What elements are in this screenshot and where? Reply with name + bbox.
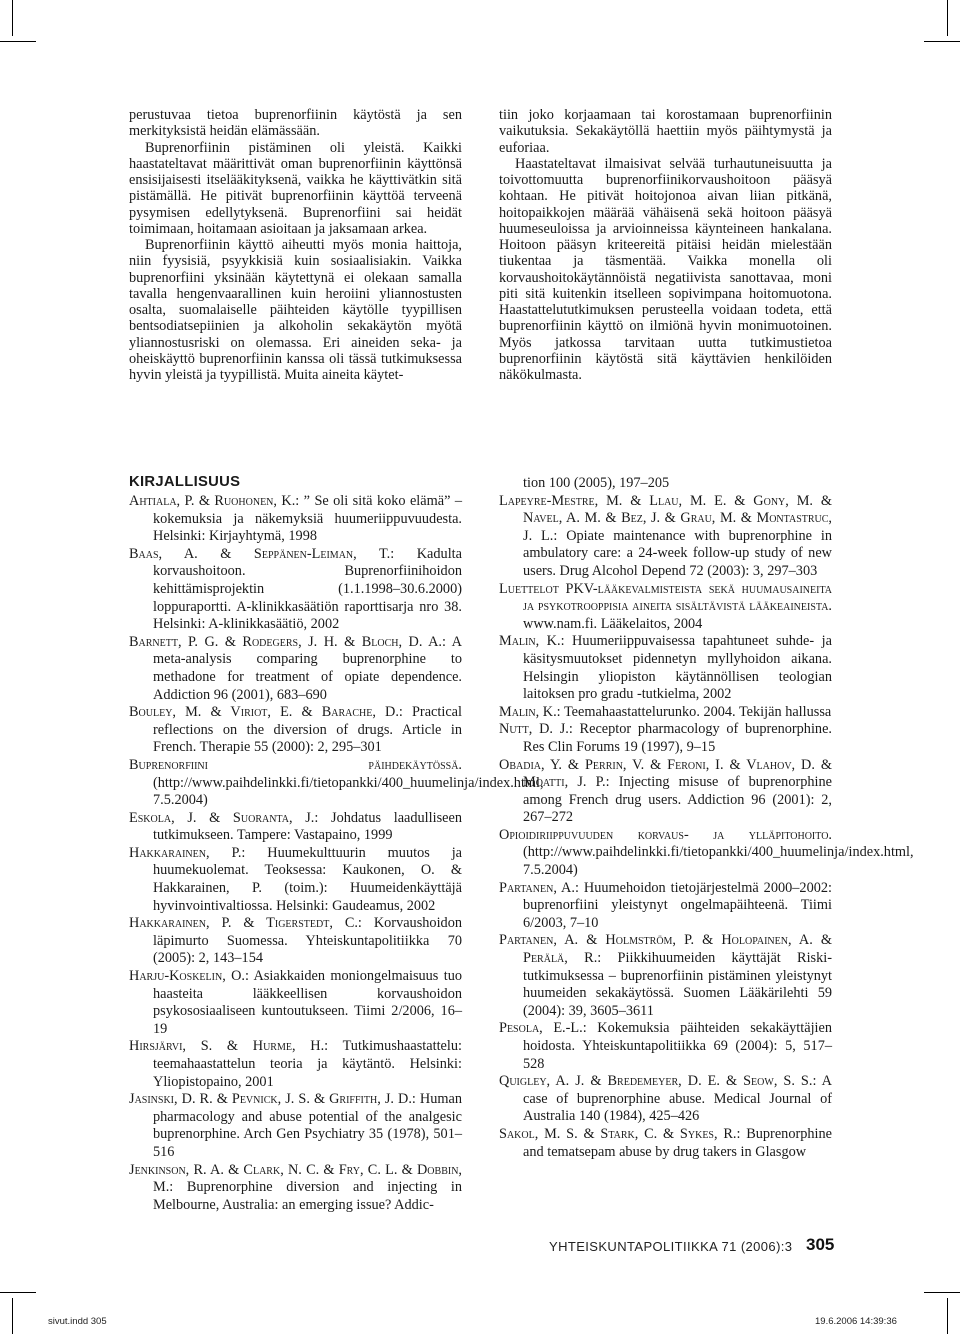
- reference-entry: [129, 845, 462, 915]
- reference-text: Practical reflections on the diversion of drugs. Article in French. Therapie 55 (2000): 2, 295–301: [153, 704, 462, 756]
- crop-mark-bottom-right-vertical: [947, 1298, 948, 1334]
- reference-entry: [499, 1126, 832, 1161]
- crop-mark-top-right-horizontal: [924, 41, 960, 42]
- body-text-right-column: [499, 107, 832, 383]
- reference-text: www.nam.fi. Lääkelaitos, 2004: [523, 615, 703, 632]
- reference-text: (http://www.paihdelinkki.fi/tietopankki/400_huumelinja/index.html, 7.5.2004): [523, 844, 914, 879]
- paragraph: Buprenorfiinin käyttö aiheutti myös monia haittoja, niin fyysisiä, psyykkisiä kuin sosiaalisiakin. Vaikka buprenorfiini yksinään käytettynä ei olekaan samalla tavalla hengenvaarallinen kuin heroiini yliannostusten osalta, suomalaiselle päihteiden käytölle tyypillisen bentsodiatsepiinien ja alkoholin sekakäytön myötä yliannostusriski on olemassa. Eri aineiden seka- ja oheiskäyttö buprenorfiinin kanssa oli tässä tutkimuksessa hyvin yleistä ja tyypillistä. Muita aineita käytet-: [129, 237, 462, 383]
- reference-authors: Quigley, A. J. & Bredemeyer, D. E. & Seow, S. S.:: [499, 1073, 817, 1090]
- reference-authors: Jasinski, D. R. & Pevnick, J. S. & Griffith, J. D.:: [129, 1091, 416, 1108]
- reference-text: Huumeriippuvaisessa tapahtuneet suhde- ja käsitysmuutokset pidennetyn myllyhoidon aikana. Helsingin yliopiston käytännöllisen teologian laitoksen pro gradu -tutkielma, 2002: [523, 633, 832, 703]
- paragraph: tiin joko korjaamaan tai korostamaan buprenorfiinin vaikutuksia. Sekakäytöllä haettiin myös päihtymystä ja euforiaa.: [499, 107, 832, 156]
- reference-text: A meta-analysis comparing buprenorphine to methadone for treatment of opiate dependence. Addiction 96 (2001), 683–690: [153, 633, 462, 703]
- reference-entry: [129, 1091, 462, 1161]
- reference-entry: [499, 826, 914, 880]
- reference-entry: [129, 493, 462, 546]
- reference-entry: [129, 915, 462, 968]
- reference-entry: [499, 932, 832, 1020]
- reference-authors: Ahtiala, P. & Ruohonen, K.:: [129, 493, 300, 509]
- reference-authors: Harju-Koskelin, O.:: [129, 968, 249, 985]
- reference-authors: Sakol, M. S. & Stark, C. & Sykes, R.:: [499, 1125, 741, 1142]
- slug-filename: sivut.indd 305: [48, 1316, 107, 1327]
- reference-text: Huumehoidon tietojärjestelmä 2000–2002: buprenorfiini yleistynyt ongelmapäihteenä. Tiimi 6/2003, 7–10: [523, 879, 832, 931]
- reference-authors: Lapeyre-Mestre, M. & Llau, M. E. & Gony, M. & Navel, A. M. & Bez, J. & Grau, M. & Montastruc, J. L.:: [499, 492, 832, 544]
- running-footer-journal: YHTEISKUNTAPOLITIIKKA 71 (2006):3: [549, 1239, 793, 1254]
- reference-authors: Luettelot PKV-lääkevalmisteista sekä huumausaineita ja psykotrooppisia aineita sisältävistä lääkeaineista.: [499, 580, 832, 615]
- crop-mark-bottom-left-vertical: [12, 1298, 13, 1334]
- reference-entry: [499, 1020, 832, 1073]
- reference-text: Teemahaastattelurunko. 2004. Tekijän hallussa: [560, 703, 832, 720]
- reference-authors: Bouley, M. & Viriot, E. & Barache, D.:: [129, 704, 403, 721]
- reference-authors: Partanen, A. & Holmström, P. & Holopainen, A. & Perälä, R.:: [499, 932, 832, 967]
- reference-authors: Baas, A. & Seppänen-Leiman, T.:: [129, 545, 395, 562]
- reference-text: A case of buprenorphine abuse. Medical Journal of Australia 140 (1984), 425–426: [523, 1073, 832, 1125]
- reference-authors: Nutt, D. J.:: [499, 721, 573, 738]
- references-right-column: [499, 475, 914, 1161]
- crop-mark-top-left-vertical: [12, 0, 13, 36]
- page-number: 305: [806, 1235, 835, 1254]
- reference-entry: [129, 810, 462, 845]
- crop-mark-bottom-right-horizontal: [924, 1292, 960, 1293]
- body-text-left-column: [129, 107, 462, 383]
- reference-text: Receptor pharmacology of buprenorphine. Res Clin Forums 19 (1997), 9–15: [523, 721, 833, 755]
- crop-mark-bottom-left-horizontal: [0, 1292, 36, 1293]
- reference-entry: [129, 634, 462, 704]
- paragraph: Buprenorfiinin pistäminen oli yleistä. Kaikki haastateltavat määrittivät oman buprenorfiinin käyttönsä ensisijaisesti itselääkityksenä, vaikka he käyttivätkin sitä pistämällä. He pitivät buprenorfiinin käyttöä terveenä pysymisen edellytyksenä. Buprenorfiini sai heidät toimimaan, hoitamaan asioitaan ja jaksamaan arkea.: [129, 139, 462, 237]
- reference-text: Buprenorphine diversion and injecting in Melbourne, Australia: an emerging issue? Addic-: [153, 1179, 462, 1213]
- reference-entry: [499, 704, 832, 722]
- reference-text: Tutkimushaastattelu: teemahaastattelun teoria ja käytäntö. Helsinki: Yliopistopaino, 2001: [153, 1038, 462, 1090]
- reference-entry: [129, 1038, 462, 1091]
- reference-text: (http://www.paihdelinkki.fi/tietopankki/400_huumelinja/index.html, 7.5.2004): [153, 774, 544, 809]
- reference-entry: [129, 704, 462, 757]
- references-list-right: [499, 475, 914, 1161]
- paragraph: Haastateltavat ilmaisivat selvää turhautuneisuutta ja toivottomuutta buprenorfiinikorvaushoitoon pääsyä kohtaan. He pitivät hoitojonoa aivan liian pitkänä, hoitopaikkojen määrää vähäisenä sekä hoitoon pääsyä huumeseuloissa ja arvioinneissa käynteineen hankalana. Hoitoon pääsyn kriteereitä pitäisi heidän mielestään tiukentaa ja täsmentää. Vaikka monella oli korvaushoitokäytännöistä negatiivista sanottavaa, moni piti sitä kuitenkin itselleen sopivimpana hoitomuotona. Haastattelututkimuksen perusteella voidaan todeta, että buprenorfiinin käyttö on ilmiönä hyvin monimuotoinen. Myös jatkossa tarvitaan uutta tutkimustietoa buprenorfiinin käytöstä sitä käyttävien henkilöiden näkökulmasta.: [499, 155, 832, 383]
- reference-text: Korvaushoidon läpimurto Suomessa. Yhteiskuntapolitiikka 70 (2005): 2, 143–154: [153, 915, 462, 967]
- reference-entry: [499, 1073, 832, 1126]
- reference-entry: [499, 721, 832, 756]
- reference-text: Human pharmacology and abuse potential of the analgesic buprenorphine. Arch Gen Psychiatry 35 (1978), 501–516: [153, 1091, 463, 1160]
- reference-authors: Buprenorfiini päihdekäytössä.: [129, 756, 462, 773]
- reference-authors: Pesola, E.-L.:: [499, 1020, 587, 1037]
- crop-mark-top-right-vertical: [947, 0, 948, 36]
- reference-entry: [499, 757, 832, 827]
- reference-text: tion 100 (2005), 197–205: [523, 475, 670, 491]
- reference-entry: [499, 581, 832, 634]
- reference-text: Piikkihuumeiden käyttäjät Riski-tutkimuksessa – buprenorfiinin pistäminen yleistynyt huumeiden sekakäytössä. Suomen Lääkärilehti 59 (2004): 39, 3605–3611: [523, 950, 833, 1019]
- reference-text: Asiakkaiden moniongelmaisuus tuo haasteita lääkkeellisen korvaushoidon psykososiaaliseen kuntoutukseen. Tiimi 2/2006, 16–19: [153, 968, 462, 1037]
- reference-text: Opiate maintenance with buprenorphine in ambulatory care: a 24-week follow-up study of new users. Drug Alcohol Depend 72 (2003): 3, 297–303: [523, 527, 832, 579]
- reference-authors: Malin, K.:: [499, 633, 565, 650]
- reference-text: Kokemuksia päihteiden sekakäyttäjien hoidosta. Yhteiskuntapolitiikka 69 (2004): 5, 517–528: [523, 1020, 833, 1072]
- paragraph: perustuvaa tietoa buprenorfiinin käytöstä ja sen merkityksistä heidän elämässään.: [129, 107, 462, 140]
- reference-authors: Barnett, P. G. & Rodegers, J. H. & Bloch, D. A.:: [129, 633, 446, 650]
- crop-mark-top-left-horizontal: [0, 41, 36, 42]
- slug-timestamp: 19.6.2006 14:39:36: [815, 1316, 897, 1327]
- reference-entry: [129, 756, 544, 810]
- reference-authors: Opioidiriippuvuuden korvaus- ja ylläpitohoito.: [499, 826, 832, 843]
- reference-authors: Partanen, A.:: [499, 879, 579, 896]
- reference-authors: Hakkarainen, P. & Tigerstedt, C.:: [129, 915, 362, 932]
- reference-text: Injecting misuse of buprenorphine among French drug users. Addiction 96 (2001): 2, 267–272: [523, 774, 832, 826]
- reference-text: Kadulta korvaushoitoon. Buprenorfiinihoidon kehittämisprojektin (1.1.1998–30.6.2000) loppuraportti. A-klinikkasäätiön raporttisarja nro 38. Helsinki: A-klinikkasäätiö, 2002: [153, 545, 462, 633]
- reference-entry: [499, 493, 832, 581]
- reference-authors: Jenkinson, R. A. & Clark, N. C. & Fry, C. L. & Dobbin, M.:: [129, 1161, 462, 1196]
- reference-text: Johdatus laadulliseen tutkimukseen. Tampere: Vastapaino, 1999: [153, 809, 462, 844]
- reference-authors: Hirsjärvi, S. & Hurme, H.:: [129, 1038, 329, 1055]
- reference-authors: Obadia, Y. & Perrin, V. & Feroni, I. & Vlahov, D. & Moatti, J. P.:: [499, 756, 832, 791]
- reference-entry: [499, 633, 832, 703]
- reference-authors: Eskola, J. & Suoranta, J.:: [129, 809, 319, 826]
- reference-entry: [499, 880, 832, 933]
- references-heading: KIRJALLISUUS: [129, 474, 241, 490]
- reference-text: Buprenorphine and tematsepam abuse by drug takers in Glasgow: [523, 1125, 832, 1160]
- reference-authors: Malin, K.:: [499, 703, 561, 720]
- reference-text: Huumekulttuurin muutos ja huumekuolemat. Teoksessa: Kaukonen, O. & Hakkarainen, P. (toim.): Huumeidenkäyttäjä hyvinvointivaltiossa. Helsinki: Gaudeamus, 2002: [153, 844, 463, 914]
- reference-entry: [129, 546, 462, 634]
- reference-authors: Hakkarainen, P.:: [129, 844, 246, 861]
- reference-text: ” Se oli sitä koko elämä” – kokemuksia ja näkemyksiä huumeriippuvuudesta. Helsinki: Kirjayhtymä, 1998: [153, 493, 462, 545]
- reference-entry: [129, 1162, 462, 1215]
- reference-entry: [499, 475, 832, 493]
- reference-entry: [129, 968, 462, 1038]
